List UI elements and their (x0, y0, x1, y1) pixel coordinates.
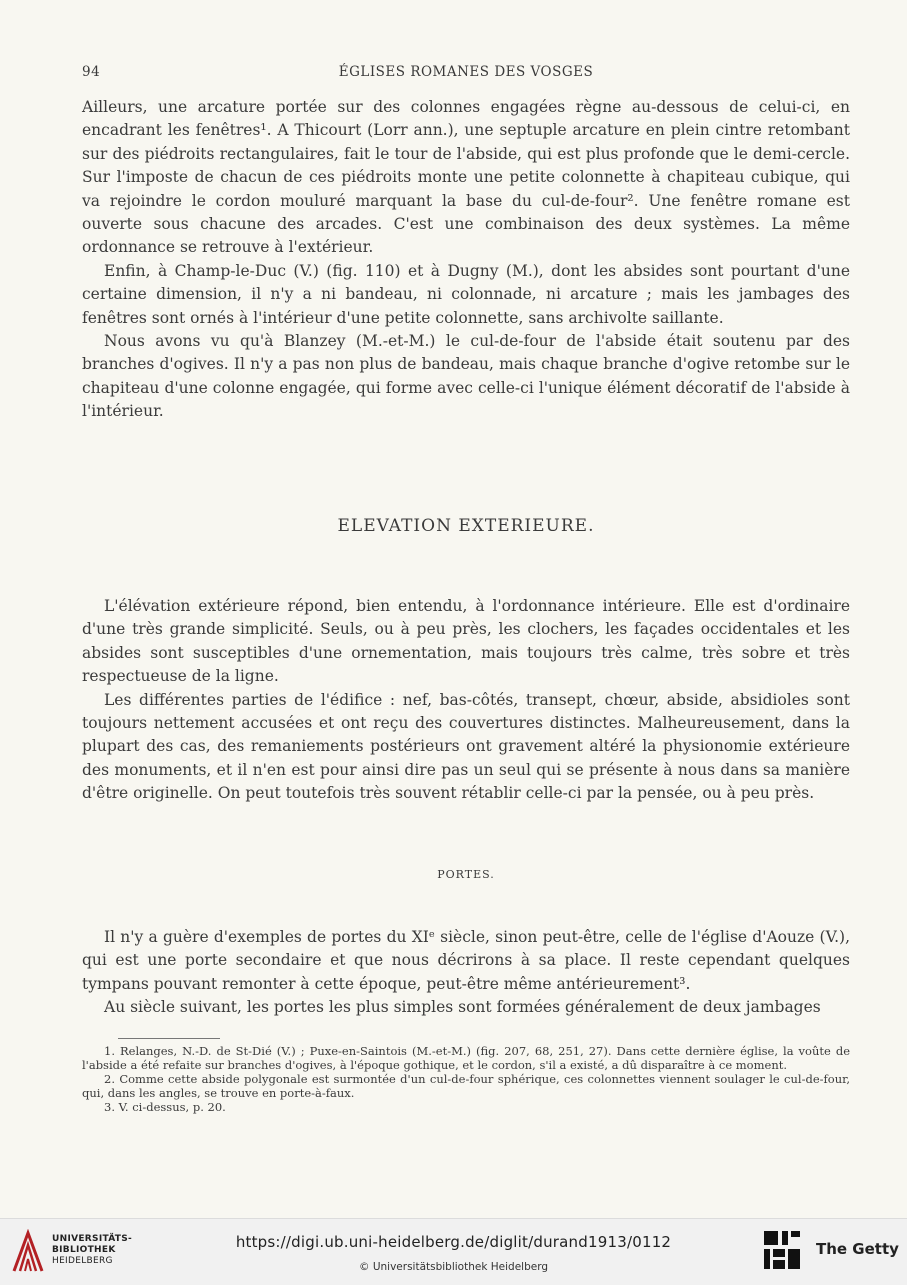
footnotes (82, 1044, 850, 1114)
body-text-section-3 (82, 926, 850, 1020)
footnote: 3. V. ci-dessus, p. 20. (104, 1100, 226, 1114)
paragraph: Nous avons vu qu'à Blanzey (M.-et-M.) le cul-de-four de l'abside était soutenu par des branches d'ogives. Il n'y a pas non plus de bandeau, mais chaque branche d'ogive retombe sur le chapiteau d'une colonne engagée, qui forme avec celle-ci l'unique élément décoratif de l'abside à l'intérieur. (82, 332, 850, 421)
paragraph: Enfin, à Champ-le-Duc (V.) (fig. 110) et à Dugny (M.), dont les absides sont pourtant d'une certaine dimension, il n'y a ni bandeau, ni colonnade, ni arcature ; mais les jambages des fenêtres sont ornés à l'intérieur d'une petite colonnette, sans archivolte saillante. (82, 261, 850, 327)
footnote: 2. Comme cette abside polygonale est surmontée d'un cul-de-four sphérique, ces colonnettes viennent soulager le cul-de-four, qui, dans les angles, se trouve en porte-à-faux. (82, 1072, 850, 1100)
paragraph: L'élévation extérieure répond, bien entendu, à l'ordonnance intérieure. Elle est d'ordinaire d'une très grande simplicité. Seuls, ou à peu près, les clochers, les façades occidentales et les absides sont susceptibles d'une ornementation, mais toujours très calme, très sobre et très respectueuse de la ligne. (82, 597, 850, 686)
paragraph: Ailleurs, une arcature portée sur des colonnes engagées règne au-dessous de celui-ci, en encadrant les fenêtres¹. A Thicourt (Lorr ann.), une septuple arcature en plein cintre retombant sur des piédroits rectangulaires, fait le tour de l'abside, qui est plus profonde que le demi-cercle. Sur l'imposte de chacun de ces piédroits monte une petite colonnette à chapiteau cubique, qui va rejoindre le cordon mouluré marquant la base du cul-de-four². Une fenêtre romane est ouverte sous chacune des arcades. C'est une combinaison des deux systèmes. La même ordonnance se retrouve à l'extérieur. (82, 98, 850, 257)
section-heading: ELEVATION EXTERIEURE. (337, 516, 595, 536)
library-name-line: HEIDELBERG (52, 1256, 113, 1266)
body-text-section-2 (82, 595, 850, 806)
page-number: 94 (82, 64, 101, 80)
getty-logo-icon (762, 1229, 802, 1275)
footnote: 1. Relanges, N.-D. de St-Dié (V.) ; Puxe-en-Saintois (M.-et-M.) (fig. 207, 68, 251, 27). Dans cette dernière église, la voûte de l'abside a été refaite sur branches d'ogives, à l'époque gothique, et le cordon, s'il a existé, a dû disparaître à ce moment. (82, 1044, 850, 1072)
partner-name: The Getty (816, 1240, 899, 1258)
page-header (82, 64, 850, 84)
running-title: ÉGLISES ROMANES DES VOSGES (338, 64, 594, 80)
paragraph: Au siècle suivant, les portes les plus simples sont formées généralement de deux jambages (104, 998, 821, 1017)
paragraph: Les différentes parties de l'édifice : nef, bas-côtés, transept, chœur, abside, absidioles sont toujours nettement accusées et ont reçu des couvertures distinctes. Malheureusement, dans la plupart des cas, des remaniements postérieurs ont gravement altéré la physionomie extérieure des monuments, et il n'en est pour ainsi dire pas un seul qui se présente à nous dans sa manière d'être originelle. On peut toutefois très souvent rétablir celle-ci par la pensée, ou à peu près. (82, 690, 850, 803)
paragraph: Il n'y a guère d'exemples de portes du XIᵉ siècle, sinon peut-être, celle de l'église d'Aouze (V.), qui est une porte secondaire et que nous décrirons à sa place. Il reste cependant quelques tympans pouvant remonter à cette époque, peut-être même antérieurement³. (82, 928, 850, 993)
viewer-footer (0, 1218, 907, 1285)
footnote-divider (118, 1038, 220, 1039)
library-name-line: BIBLIOTHEK (52, 1245, 116, 1255)
subsection-heading: PORTES. (437, 868, 495, 881)
library-name-line: UNIVERSITÄTS- (52, 1234, 133, 1244)
copyright-notice: © Universitätsbibliothek Heidelberg (358, 1261, 548, 1273)
permalink-url[interactable]: https://digi.ub.uni-heidelberg.de/diglit/durand1913/0112 (235, 1233, 672, 1251)
body-text-section-1 (82, 96, 850, 424)
